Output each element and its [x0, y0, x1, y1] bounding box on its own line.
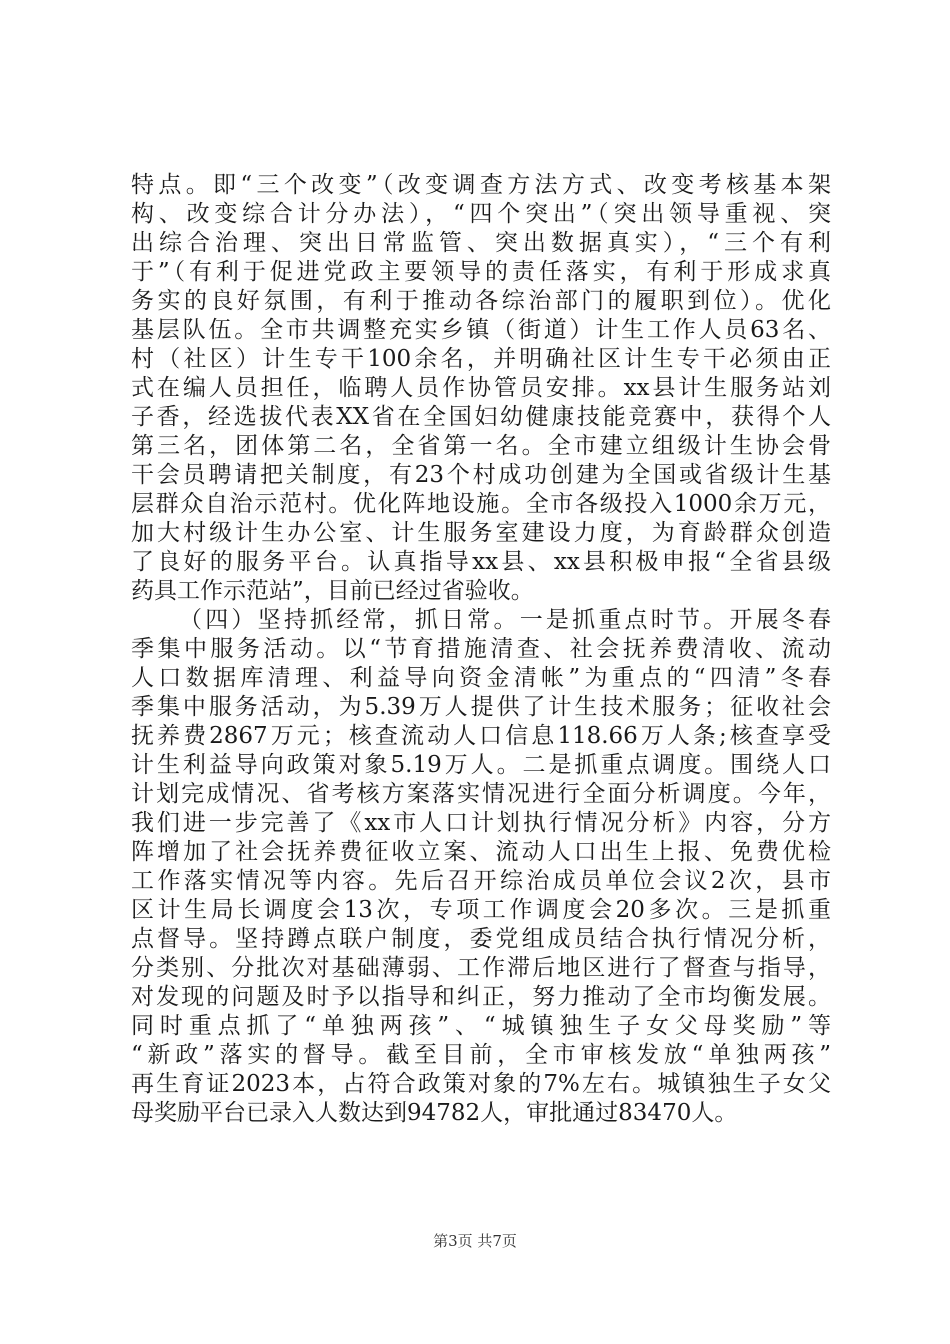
text-line: 特点。即“三个改变”（改变调查方法方式、改变考核基本架 [131, 172, 831, 198]
text-line: 计划完成情况、省考核方案落实情况进行全面分析调度。今年， [131, 781, 831, 807]
text-line: 同时重点抓了“单独两孩”、“城镇独生子女父母奖励”等 [131, 1013, 831, 1039]
text-line: 式在编人员担任，临聘人员作协管员安排。xx县计生服务站刘 [131, 375, 831, 401]
text-line: 抚养费2867万元；核查流动人口信息118.66万人条;核查享受 [131, 723, 831, 749]
text-line: 季集中服务活动，为5.39万人提供了计生技术服务；征收社会 [131, 694, 831, 720]
text-line: 务实的良好氛围，有利于推动各综治部门的履职到位）。优化 [131, 288, 831, 314]
text-line: 加大村级计生办公室、计生服务室建设力度，为育龄群众创造 [131, 520, 831, 546]
text-line: 村（社区）计生专干100余名，并明确社区计生专干必须由正 [131, 346, 831, 372]
text-line: 分类别、分批次对基础薄弱、工作滞后地区进行了督查与指导， [131, 955, 831, 981]
text-line: 出综合治理、突出日常监管、突出数据真实），“三个有利 [131, 230, 831, 256]
text-line: 季集中服务活动。以“节育措施清查、社会抚养费清收、流动 [131, 636, 831, 662]
text-line: 药具工作示范站”，目前已经过省验收。 [131, 578, 534, 604]
text-line: 我们进一步完善了《xx市人口计划执行情况分析》内容，分方 [131, 810, 831, 836]
text-line: 对发现的问题及时予以指导和纠正，努力推动了全市均衡发展。 [131, 984, 831, 1010]
text-line: 区计生局长调度会13次，专项工作调度会20多次。三是抓重 [131, 897, 831, 923]
body-text [131, 171, 831, 1128]
text-line: 母奖励平台已录入人数达到94782人，审批通过83470人。 [131, 1100, 738, 1126]
text-line: 再生育证2023本，占符合政策对象的7%左右。城镇独生子女父 [131, 1071, 831, 1097]
text-line: 阵增加了社会抚养费征收立案、流动人口出生上报、免费优检 [131, 839, 831, 865]
text-line: “新政”落实的督导。截至目前，全市审核发放“单独两孩” [131, 1042, 831, 1068]
text-line: 基层队伍。全市共调整充实乡镇（街道）计生工作人员63名、 [131, 317, 831, 343]
text-line: 构、改变综合计分办法），“四个突出”（突出领导重视、突 [131, 201, 831, 227]
text-line: 子香，经选拔代表XX省在全国妇幼健康技能竞赛中，获得个人 [131, 404, 831, 430]
text-line: 层群众自治示范村。优化阵地设施。全市各级投入1000余万元， [131, 491, 831, 517]
text-line: 人口数据库清理、利益导向资金清帐”为重点的“四清”冬春 [131, 665, 831, 691]
text-line: 了良好的服务平台。认真指导xx县、xx县积极申报“全省县级 [131, 549, 831, 575]
text-line: （四）坚持抓经常，抓日常。一是抓重点时节。开展冬春 [179, 607, 831, 633]
text-line: 工作落实情况等内容。先后召开综治成员单位会议2次，县市 [131, 868, 831, 894]
page-number: 第3页 共7页 [433, 1232, 517, 1250]
text-line: 第三名，团体第二名，全省第一名。全市建立组级计生协会骨 [131, 433, 831, 459]
text-line: 于”（有利于促进党政主要领导的责任落实，有利于形成求真 [131, 259, 831, 285]
text-line: 计生利益导向政策对象5.19万人。二是抓重点调度。围绕人口 [131, 752, 831, 778]
text-line: 干会员聘请把关制度，有23个村成功创建为全国或省级计生基 [131, 462, 831, 488]
text-line: 点督导。坚持蹲点联户制度，委党组成员结合执行情况分析， [131, 926, 831, 952]
